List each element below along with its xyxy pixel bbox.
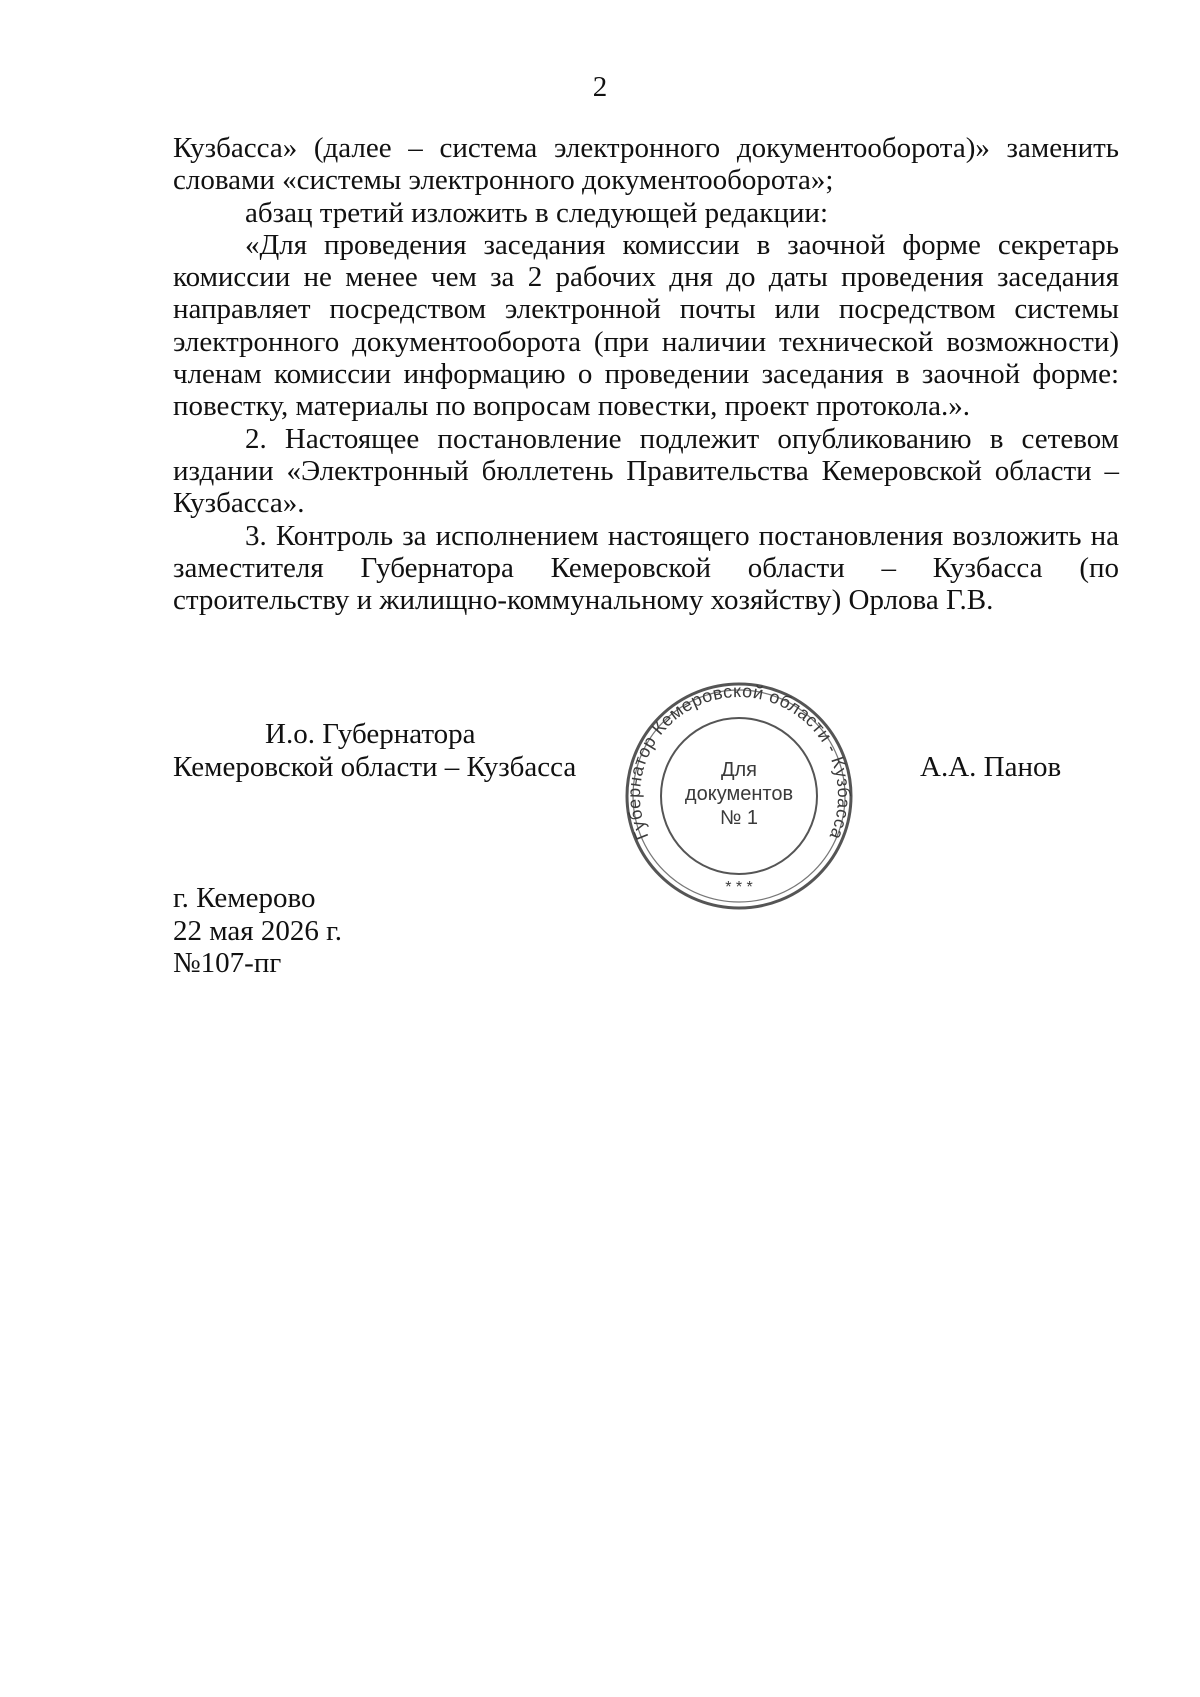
seal-stars: * * * (725, 879, 753, 896)
paragraph-amendment-intro: абзац третий изложить в следующей редакции: (245, 196, 829, 229)
footer-date: 22 мая 2026 г. (173, 914, 342, 947)
paragraph-amendment-text: «Для проведения заседания комиссии в заочной форме секретарь комиссии не менее чем за 2 рабочих дня до даты проведения заседания направляет посредством электронной почты или посредством системы электронного документооборота (при наличии технической возможности) членам комиссии информацию о проведении заседания в заочной форме: повестку, материалы по вопросам повестки, проект протокола.». (173, 228, 1119, 423)
paragraph-control: 3. Контроль за исполнением настоящего постановления возложить на заместителя Губернатора Кемеровской области – Кузбасса (по строительству и жилищно-коммунальному хозяйству) Орлова Г.В. (173, 519, 1119, 617)
paragraph-continuation: Кузбасса» (далее – система электронного документооборота)» заменить словами «системы электронного документооборота»; (173, 132, 1119, 197)
footer-number: №107-пг (173, 947, 282, 979)
signatory-name: А.А. Панов (920, 751, 1062, 783)
footer-city: г. Кемерово (173, 882, 316, 914)
page-number: 2 (592, 71, 608, 103)
document-footer (173, 882, 342, 980)
official-seal (623, 680, 855, 912)
seal-center-line3: № 1 (719, 807, 759, 829)
signatory-title-line2: Кемеровской области – Кузбасса (173, 750, 577, 783)
paragraph-publication: 2. Настоящее постановление подлежит опубликованию в сетевом издании «Электронный бюллетень Правительства Кемеровской области – Кузбасса». (173, 422, 1119, 520)
document-body (173, 132, 1119, 616)
seal-ring-text: Губернатор Кемеровской области - Кузбасса (623, 680, 855, 843)
seal-center-line1: Для (720, 759, 758, 781)
signatory-title (173, 718, 593, 783)
signatory-title-line1: И.о. Губернатора (265, 718, 476, 750)
seal-center-line2: документов (684, 783, 794, 805)
